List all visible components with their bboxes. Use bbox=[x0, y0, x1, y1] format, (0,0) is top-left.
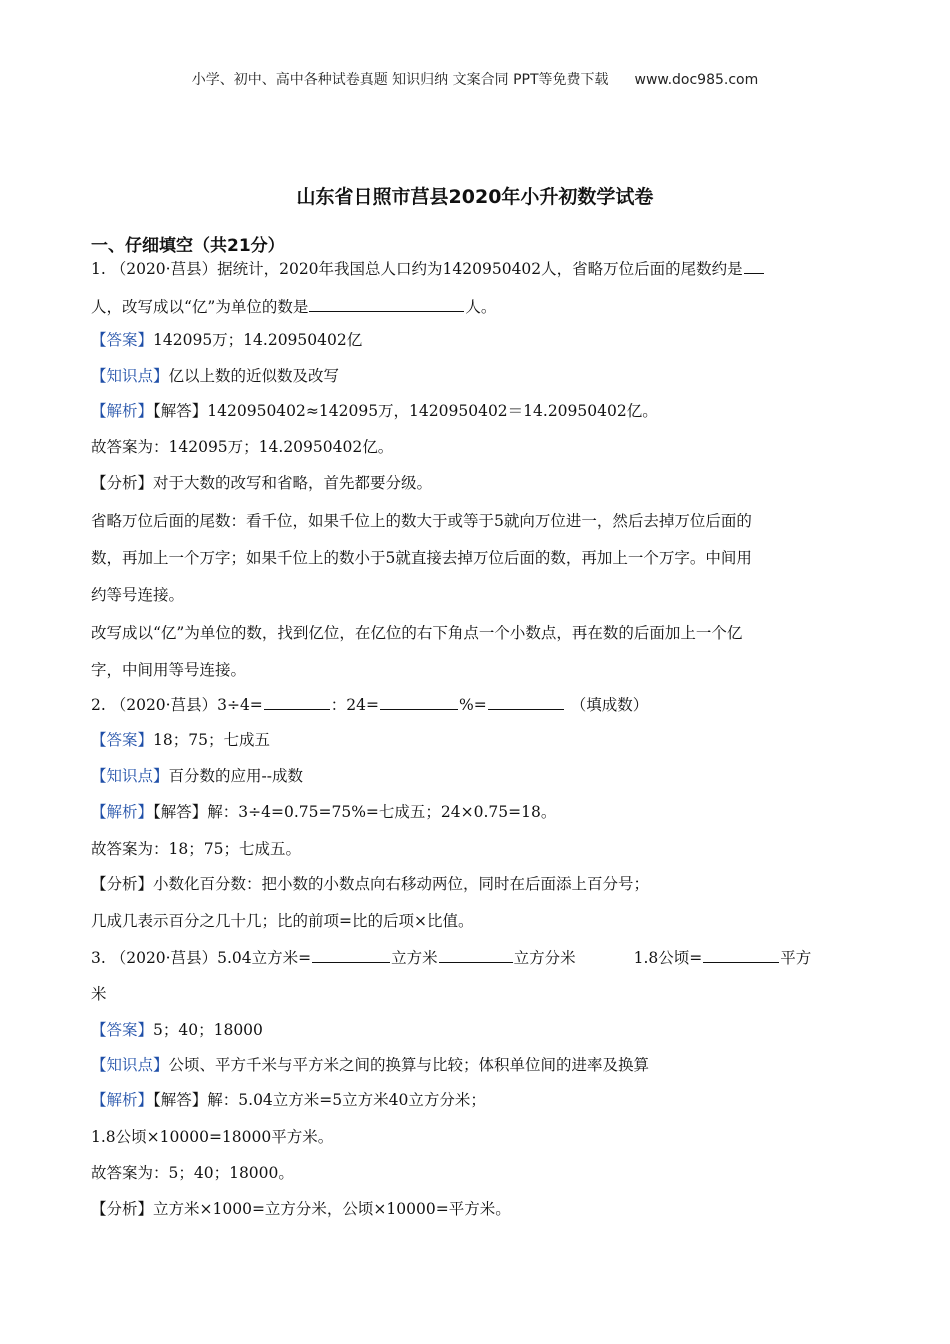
q3-blank-2 bbox=[439, 946, 513, 963]
q1-answer bbox=[91, 329, 861, 351]
q2-text-4: （填成数） bbox=[570, 696, 649, 714]
q1-p1c: 约等号连接。 bbox=[91, 586, 185, 604]
q1-fenxi bbox=[91, 472, 861, 494]
q2-knowledge bbox=[91, 765, 861, 787]
fenxi-label: 【分析】 bbox=[91, 474, 154, 492]
q3-text-2: 立方米 bbox=[391, 949, 438, 967]
q1-analysis bbox=[91, 400, 861, 422]
analysis-label: 【解析】 bbox=[91, 402, 154, 420]
q1-line2 bbox=[91, 295, 861, 318]
q1-analysis-text: 1420950402≈142095万，1420950402＝14.20950402亿。 bbox=[207, 402, 658, 420]
q3-text-4: 1.8公顷= bbox=[633, 949, 703, 967]
q1-blank-2 bbox=[309, 295, 464, 312]
q2-answer bbox=[91, 729, 861, 751]
q3-analysis bbox=[91, 1089, 861, 1111]
q2-fenxi bbox=[91, 873, 861, 895]
page-title: 山东省日照市莒县2020年小升初数学试卷 bbox=[296, 186, 654, 208]
q3-text-5: 平方 bbox=[780, 949, 812, 967]
q2-answer-text: 18；75；七成五 bbox=[153, 731, 270, 749]
q1-blank-1 bbox=[744, 257, 764, 274]
q3-blank-3 bbox=[703, 946, 779, 963]
q3-answer-text: 5；40；18000 bbox=[153, 1021, 263, 1039]
q2-line1 bbox=[91, 693, 861, 716]
page-header bbox=[0, 69, 950, 89]
fenxi-label: 【分析】 bbox=[91, 875, 154, 893]
q1-p2a: 改写成以“亿”为单位的数，找到亿位，在亿位的右下角点一个小数点，再在数的后面加上一个亿 bbox=[91, 624, 743, 642]
q1-knowledge bbox=[91, 365, 861, 387]
q1-p2b: 字，中间用等号连接。 bbox=[91, 661, 247, 679]
q2-blank-2 bbox=[380, 693, 458, 710]
answer-label: 【答案】 bbox=[91, 731, 154, 749]
q3-blank-1 bbox=[312, 946, 390, 963]
knowledge-label: 【知识点】 bbox=[91, 767, 169, 785]
q2-conclusion: 故答案为：18；75；七成五。 bbox=[91, 840, 301, 858]
header-url[interactable]: www.doc985.com bbox=[634, 72, 759, 88]
q2-text-3: %= bbox=[459, 696, 487, 714]
knowledge-label: 【知识点】 bbox=[91, 1056, 169, 1074]
q1-p1b: 数，再加上一个万字；如果千位上的数小于5就直接去掉万位后面的数，再加上一个万字。中间用 bbox=[91, 549, 752, 567]
solve-label: 【解答】 bbox=[153, 402, 208, 420]
q2-text-2: ：24= bbox=[330, 696, 380, 714]
q2-text: 2. （2020·莒县）3÷4= bbox=[91, 696, 263, 714]
analysis-label: 【解析】 bbox=[91, 1091, 154, 1109]
q3-fenxi-text: 立方米×1000=立方分米，公顷×10000=平方米。 bbox=[153, 1200, 511, 1218]
q1-answer-text: 142095万；14.20950402亿 bbox=[153, 331, 363, 349]
section-heading: 一、仔细填空（共21分） bbox=[91, 236, 285, 256]
q1-conclusion: 故答案为：142095万；14.20950402亿。 bbox=[91, 438, 394, 456]
q3-text: 3. （2020·莒县）5.04立方米= bbox=[91, 949, 312, 967]
q2-fenxi-text: 小数化百分数：把小数的小数点向右移动两位，同时在后面添上百分号； bbox=[153, 875, 650, 893]
analysis-label: 【解析】 bbox=[91, 803, 154, 821]
q1-knowledge-text: 亿以上数的近似数及改写 bbox=[168, 367, 340, 385]
q3-fenxi bbox=[91, 1198, 861, 1220]
q1-text-2: 人，改写成以“亿”为单位的数是 bbox=[91, 298, 309, 316]
q2-blank-1 bbox=[264, 693, 330, 710]
q3-analysis-text: 解：5.04立方米=5立方米40立方分米； bbox=[207, 1091, 486, 1109]
q1-line1 bbox=[91, 257, 861, 280]
solve-label: 【解答】 bbox=[153, 803, 208, 821]
q1-fenxi-text: 对于大数的改写和省略，首先都要分级。 bbox=[153, 474, 433, 492]
q3-text-3: 立方分米 bbox=[513, 949, 576, 967]
q3-analysis2: 1.8公顷×10000=18000平方米。 bbox=[91, 1128, 334, 1146]
q3-conclusion: 故答案为：5；40；18000。 bbox=[91, 1164, 294, 1182]
q3-knowledge-text: 公顷、平方千米与平方米之间的换算与比较；体积单位间的进率及换算 bbox=[168, 1056, 650, 1074]
solve-label: 【解答】 bbox=[153, 1091, 208, 1109]
fenxi-label: 【分析】 bbox=[91, 1200, 154, 1218]
answer-label: 【答案】 bbox=[91, 1021, 154, 1039]
q3-answer bbox=[91, 1019, 861, 1041]
q3-line1 bbox=[91, 946, 861, 969]
q2-analysis bbox=[91, 801, 861, 823]
q3-line2: 米 bbox=[91, 985, 107, 1003]
q1-text-3: 人。 bbox=[465, 298, 497, 316]
q2-knowledge-text: 百分数的应用--成数 bbox=[168, 767, 303, 785]
header-text: 小学、初中、高中各种试卷真题 知识归纳 文案合同 PPT等免费下载 bbox=[191, 72, 609, 88]
answer-label: 【答案】 bbox=[91, 331, 154, 349]
q1-p1a: 省略万位后面的尾数：看千位，如果千位上的数大于或等于5就向万位进一，然后去掉万位后面的 bbox=[91, 512, 752, 530]
q2-fenxi2: 几成几表示百分之几十几；比的前项=比的后项×比值。 bbox=[91, 912, 474, 930]
q1-text: 1. （2020·莒县）据统计，2020年我国总人口约为1420950402人，省略万位后面的尾数约是 bbox=[91, 260, 743, 278]
q2-analysis-text: 解：3÷4=0.75=75%=七成五；24×0.75=18。 bbox=[207, 803, 557, 821]
knowledge-label: 【知识点】 bbox=[91, 367, 169, 385]
q2-blank-3 bbox=[488, 693, 564, 710]
q3-knowledge bbox=[91, 1054, 861, 1076]
